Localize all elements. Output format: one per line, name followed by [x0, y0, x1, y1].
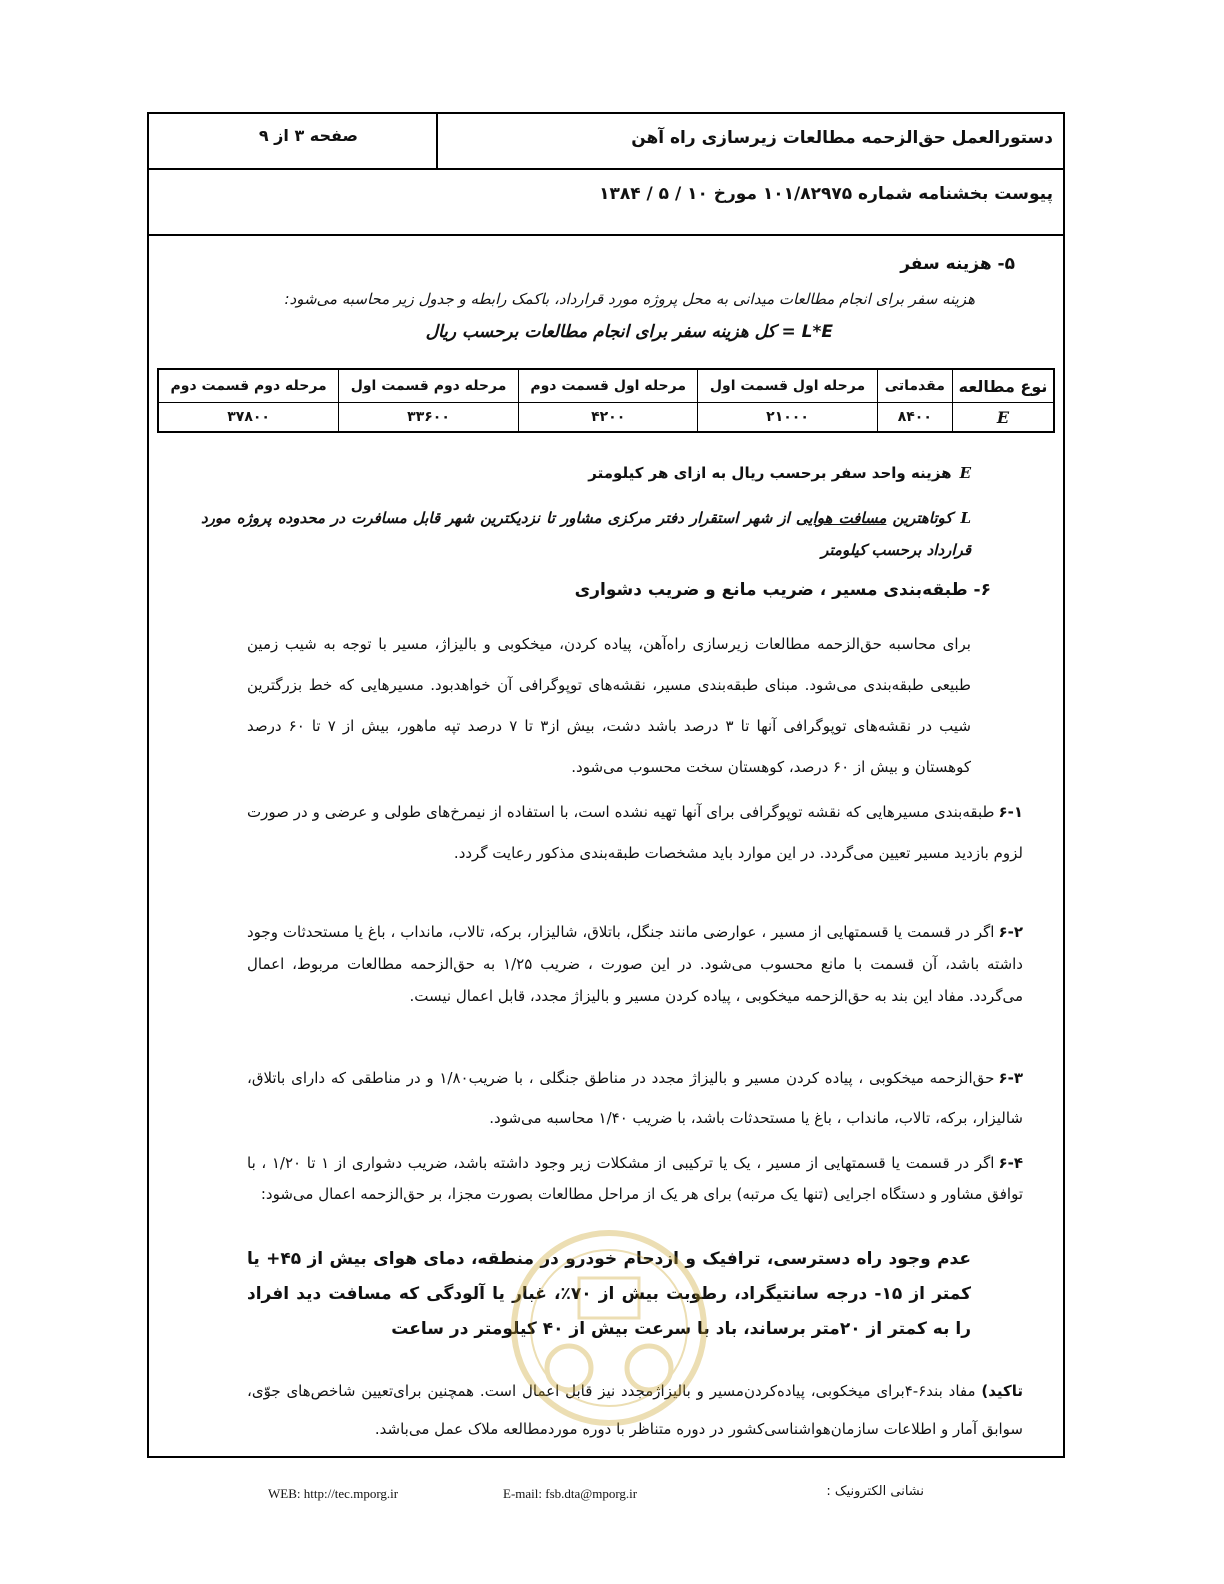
page-number-cell — [149, 114, 438, 168]
document-title: دستورالعمل حق‌الزحمه مطالعات زیرسازی راه آهن — [631, 128, 1053, 148]
section-6-heading: ۶- طبقه‌بندی مسیر ، ضریب مانع و ضریب دشواری — [574, 580, 991, 600]
clause-text: اگر در قسمت یا قسمتهایی از مسیر ، یک یا ترکیبی از مشکلات زیر وجود داشته باشد، ضریب دشواری از ۱ تا ۱/۲۰ ، با توافق مشاور و دستگاه اجرایی (تنها یک مرتبه) برای هر یک از مراحل مطالعات بصورت مجزا، بر حق‌الزحمه اعمال می‌شود: — [247, 1154, 1023, 1203]
definition-text: هزینه واحد سفر برحسب ریال به ازای هر کیلومتر — [588, 464, 952, 482]
clause-number: ۶-۲ — [998, 923, 1023, 941]
definition-underlined: مسافت هوایی — [795, 509, 887, 527]
travel-cost-formula: L*E = کل هزینه سفر برای انجام مطالعات برحسب ریال — [425, 322, 833, 342]
table-row — [158, 403, 1054, 433]
clause-number: ۶-۳ — [998, 1069, 1023, 1087]
table-header-row — [158, 369, 1054, 403]
annex-row — [149, 168, 1063, 236]
header-row — [149, 114, 1063, 170]
emphasis-label: تاکید) — [981, 1382, 1024, 1400]
section-5-intro: هزینه سفر برای انجام مطالعات میدانی به محل پروژه مورد قرارداد، باکمک رابطه و جدول زیر محاسبه می‌شود: — [284, 290, 975, 308]
clause-text: اگر در قسمت یا قسمتهایی از مسیر ، عوارضی مانند جنگل، باتلاق، شالیزار، برکه، تالاب، مانداب ، باغ یا مستحدثات وجود داشته باشد، آن قسمت با مانع محسوب می‌شود. در این صورت ، ضریب ۱/۲۵ به حق‌الزحمه مطالعات مربوط، اعمال می‌گردد. مفاد این بند به حق‌الزحمه میخکوبی ، پیاده کردن مسیر و بالیزاژ مجدد، قابل اعمال نیست. — [247, 923, 1023, 1005]
definition-text: از شهر استقرار دفتر مرکزی مشاور تا نزدیکترین شهر قابل مسافرت در محدوده پروژه مورد قرارداد برحسب کیلومتر — [201, 509, 971, 559]
section-5-heading: ۵- هزینه سفر — [900, 254, 1015, 274]
footer-web-link[interactable]: WEB: http://tec.mporg.ir — [268, 1486, 399, 1501]
clause-text: طبقه‌بندی مسیرهایی که نقشه توپوگرافی برای آنها تهیه نشده است، با استفاده از نیمرخ‌های طولی و عرضی و در صورت لزوم بازدید مسیر تعیین می‌گردد. در این موارد باید مشخصات طبقه‌بندی مذکور رعایت گردد. — [247, 803, 1023, 862]
definition-text: کوتاهترین — [886, 509, 953, 527]
table-header-cell: مرحله دوم قسمت دوم — [158, 369, 339, 403]
clause-6-3 — [247, 1058, 1023, 1138]
table-cell: ۳۷۸۰۰ — [158, 403, 339, 433]
section-6-body: برای محاسبه حق‌الزحمه مطالعات زیرسازی راه‌آهن، پیاده کردن، میخکوبی و بالیزاژ، مسیر با توجه به شیب زمین طبیعی طبقه‌بندی می‌شود. مبنای طبقه‌بندی مسیر، نقشه‌های توپوگرافی آن خواهدبود. مسیرهایی که خط بزرگترین شیب در نقشه‌های توپوگرافی آنها تا ۳ درصد باشد دشت، بیش از۳ تا ۷ درصد تپه ماهور، بیش از ۷ تا ۶۰ درصد کوهستان و بیش از ۶۰ درصد، کوهستان سخت محسوب می‌شود. — [247, 635, 971, 776]
footer-label: نشانی الکترونیک : — [826, 1484, 924, 1499]
definition-symbol: E — [959, 464, 971, 482]
emphasis-text: مفاد بند۶-۴برای میخکوبی، پیاده‌کردن‌مسیر و بالیزاژمجدد نیز قابل اعمال است. همچنین برای‌تعیین شاخص‌های جوّی، سوابق آمار و اطلاعات سازمان‌هواشناسی‌کشور در دوره متناظر با دوره موردمطالعه ملاک عمل می‌باشد. — [247, 1382, 1023, 1438]
annex-reference: پیوست بخشنامه شماره ۱۰۱/۸۲۹۷۵ مورخ ۱۰ / ۵ / ۱۳۸۴ — [599, 184, 1053, 204]
clause-text: حق‌الزحمه میخکوبی ، پیاده کردن مسیر و بالیزاژ مجدد در مناطق جنگلی ، با ضریب۱/۸۰ و در مناطقی که دارای باتلاق، شالیزار، برکه، تالاب، مانداب ، باغ یا مستحدثات باشد، با ضریب ۱/۴۰ محاسبه می‌شود. — [247, 1069, 1023, 1127]
table-cell: E — [953, 403, 1055, 433]
table-cell: ۲۱۰۰۰ — [698, 403, 877, 433]
clause-number: ۶-۱ — [998, 803, 1023, 821]
definition-l — [201, 502, 971, 566]
difficulty-conditions: عدم وجود راه دسترسی، ترافیک و ازدحام خودرو در منطقه، دمای هوای بیش از ۴۵+ یا کمتر از ۱۵- درجه سانتیگراد، رطوبت بیش از ۷۰٪، غبار یا آلودگی که مسافت دید افراد را به کمتر از ۲۰متر برساند، باد با سرعت بیش از ۴۰ کیلومتر در ساعت — [247, 1249, 971, 1339]
table-cell: ۳۳۶۰۰ — [339, 403, 519, 433]
table-cell: ۸۴۰۰ — [877, 403, 952, 433]
definition-e — [588, 464, 971, 482]
seal-watermark — [499, 1218, 719, 1458]
table-header-cell: مرحله اول قسمت اول — [698, 369, 877, 403]
clause-6-2 — [247, 916, 1023, 1012]
table-header-cell: مقدماتی — [877, 369, 952, 403]
clause-number: ۶-۴ — [998, 1154, 1023, 1172]
page-number: صفحه ۳ از ۹ — [258, 126, 358, 145]
table-cell: ۴۲۰۰ — [518, 403, 698, 433]
definition-symbol: L — [960, 509, 971, 527]
travel-cost-table — [157, 368, 1055, 433]
footer-email-link[interactable]: E-mail: fsb.dta@mporg.ir — [503, 1486, 638, 1501]
table-header-cell: نوع مطالعه — [953, 369, 1055, 403]
table-header-cell: مرحله دوم قسمت اول — [339, 369, 519, 403]
clause-6-1 — [247, 792, 1023, 874]
clause-6-4 — [247, 1148, 1023, 1210]
table-header-cell: مرحله اول قسمت دوم — [518, 369, 698, 403]
